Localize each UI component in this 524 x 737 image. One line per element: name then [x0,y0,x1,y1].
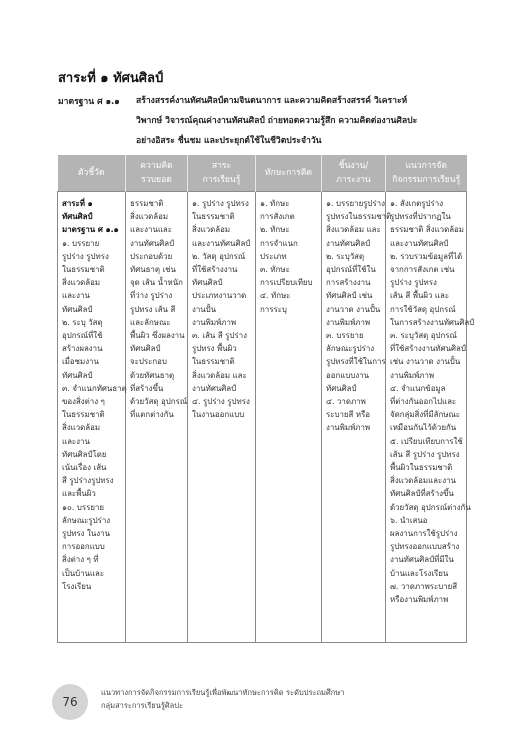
cell-line: เหมือนกันไว้ด้วยกัน [390,423,457,433]
cell-line: ด้วยทัศนธาตุ [130,370,175,380]
cell-line: งานพิมพ์ภาพ [390,370,435,380]
cell-line: รูปทรงที่ปรากฏใน [390,212,451,222]
cell-line: ๔. วาดภาพ [326,397,366,407]
cell-line: งานทัศนศิลป์ [130,238,175,248]
cell-line: ประเภท [260,251,287,261]
cell-line: ที่ใช้สร้างงาน [192,265,238,275]
standard-text-line: อย่างอิสระ ชื่นชม และประยุกต์ใช้ในชีวิตประจำวัน [136,136,322,146]
cell-line: ทัศนศิลป์ [192,278,223,288]
cell-line: ทัศนศิลป์โดย [62,449,107,459]
column-header [126,155,188,192]
cell-line: งานทัศนศิลป์ที่มีใน [390,555,454,565]
cell-line: อุปกรณ์ที่ใช้ [62,331,103,341]
cell-line: จากการสังเกต เช่น [390,265,455,275]
cell-line: ในธรรมชาติ [192,212,235,222]
cell-line: รูปร่าง รูปทรง [390,278,437,288]
cell-line: รูปทรง เส้น สี [130,304,176,314]
indicator-table [57,155,475,643]
cell-line: การจำแนก [260,238,298,248]
cell-line: ๖. นำเสนอ [390,515,428,525]
cell-line: ๔. ทักษะ [260,291,291,301]
table-row [58,192,467,643]
cell-line: ที่ต่างกันออกไปและ [390,397,457,407]
column-header-line: กิจกรรมการเรียนรู้ [392,175,461,185]
cell-line: สร้างผลงาน [62,344,103,354]
cell-line: งานทัศนศิลป์ [326,238,371,248]
cell-line: สิ่งต่าง ๆ ที่ [62,555,99,565]
cell-line: งานพิมพ์ภาพ [192,317,237,327]
cell-line: เป็นบ้านและ [62,568,105,578]
cell-line: บ้านและโรงเรียน [390,568,449,578]
cell-line: ๑. ทักษะ [260,199,290,208]
column-header-line: ตัวชี้วัด [77,168,105,178]
standard-text [136,91,474,151]
cell-line: ในธรรมชาติ [62,410,105,420]
table-cell [58,192,126,643]
table-cell [256,192,322,643]
column-header-line: ชิ้นงาน/ [338,161,369,171]
cell-line: ประเภทงานวาด [192,291,247,301]
cell-line: และพื้นผิว [62,489,96,499]
column-header-line: ภาระงาน [336,175,371,185]
cell-line: ที่แตกต่างกัน [130,410,174,420]
standard-label: มาตรฐาน ศ ๑.๑ [58,97,120,107]
footer-line: กลุ่มสาระการเรียนรู้ศิลปะ [101,701,183,710]
cell-line: รูปทรงออกแบบสร้าง [390,542,460,552]
cell-line: รูปร่าง รูปทรง [62,251,109,261]
cell-line: ในงานออกแบบ [192,410,245,420]
cell-line: ธรรมชาติ สิ่งแวดล้อม [390,225,464,235]
cell-line: ๕. เปรียบเทียบการใช้ [390,436,463,446]
cell-line: ๔. จำแนกข้อมูล [390,383,446,393]
column-header-line: แนวการจัด [405,161,447,171]
column-header-line: การเรียนรู้ [202,175,241,185]
cell-line: สิ่งแวดล้อม [62,278,101,288]
cell-line: ทัศนศิลป์ [326,383,357,393]
cell-line: การระบุ [260,304,287,314]
column-header-line: ทักษะการคิด [264,168,313,178]
cell-line: ๑. รูปร่าง รูปทรง [192,199,249,208]
cell-line: และงานและ [130,225,172,235]
standard-text-line: วิพากษ์ วิจารณ์คุณค่างานทัศนศิลป์ ถ่ายทอดความรู้สึก ความคิดต่องานศิลปะ [136,116,418,126]
cell-line: ลักษณะรูปร่าง [62,515,111,525]
table-cell [188,192,256,643]
cell-line: ๑๐. บรรยาย [62,502,105,512]
cell-line: สิ่งแวดล้อม [130,212,169,222]
cell-line: การใช้วัสดุ อุปกรณ์ [390,304,456,314]
cell-line: สาระที่ ๑ [62,199,93,208]
cell-line: โรงเรียน [62,581,92,591]
cell-line: ด้วยวัสดุ อุปกรณ์ [130,397,188,407]
footer [101,686,344,712]
cell-line: ทัศนศิลป์ [62,304,93,314]
cell-line: เน้นเรื่อง เส้น [62,463,107,473]
cell-line: เช่น งานวาด งานปั้น [390,357,461,367]
cell-line: จะประกอบ [130,357,167,367]
cell-line: เมื่อชมงาน [62,357,99,367]
cell-line: จุด เส้น น้ำหนัก [130,278,183,288]
column-header [256,155,322,192]
cell-line: รูปทรง ในงาน [62,529,110,539]
cell-line: ๒. ระบุวัสดุ [326,251,365,261]
column-header-line: รวบยอด [141,175,172,185]
cell-line: การเปรียบเทียบ [260,278,313,288]
cell-line: ๑. สังเกตรูปร่าง [390,199,444,208]
cell-line: พื้นผิวในธรรมชาติ [390,463,453,473]
cell-line: ๔. รูปร่าง รูปทรง [192,397,250,407]
cell-line: สิ่งแวดล้อม และ [326,225,381,235]
cell-line: ของสิ่งต่าง ๆ [62,397,105,407]
cell-line: ๒. ระบุ วัสดุ [62,317,103,327]
cell-line: การออกแบบ [62,542,105,552]
cell-line: ธรรมชาติ [130,199,164,208]
cell-line: ๓. เส้น สี รูปร่าง [192,331,247,341]
cell-line: ที่ใช้สร้างงานทัศนศิลป์ [390,344,466,354]
cell-line: ๓. บรรยาย [326,331,364,341]
cell-line: เส้น สี รูปร่าง รูปทรง [390,449,460,459]
column-header [386,155,467,192]
cell-line: ๒. รวบรวมข้อมูลที่ได้ [390,251,463,261]
table-cell [126,192,188,643]
cell-line: รูปทรงในธรรมชาติ [326,212,392,222]
cell-line: ทัศนศิลป์ [62,212,93,222]
cell-line: และงาน [62,291,90,301]
strand-title: สาระที่ ๑ ทัศนศิลป์ [58,71,164,86]
cell-line: ๑. บรรยาย [62,238,100,248]
cell-line: ในธรรมชาติ [192,357,235,367]
cell-line: ๗. วาดภาพระบายสี [390,581,458,591]
cell-line: และงานทัศนศิลป์ [390,238,449,248]
page-number: 76 [52,684,88,720]
cell-line: สิ่งแวดล้อม และ [192,370,247,380]
cell-line: หรืองานพิมพ์ภาพ [390,595,449,605]
cell-line: พื้นผิว ซึ่งผลงาน [130,331,185,341]
cell-line: ออกแบบงาน [326,370,370,380]
cell-line: ทัศนศิลป์ที่สร้างขึ้น [390,489,454,499]
cell-line: ทัศนศิลป์ [62,370,93,380]
column-header [322,155,386,192]
cell-line: ในธรรมชาติ [62,265,105,275]
cell-line: ทัศนธาตุ เช่น [130,265,176,275]
cell-line: และลักษณะ [130,317,171,327]
cell-line: ที่สร้างขึ้น [130,383,164,393]
cell-line: อุปกรณ์ที่ใช้ใน [326,265,376,275]
cell-line: การสร้างงาน [326,278,371,288]
cell-line: งานพิมพ์ภาพ [326,423,371,433]
cell-line: ที่ว่าง รูปร่าง [130,291,173,301]
cell-line: สี รูปร่างรูปทรง [62,476,114,486]
column-header-line: สาระ [211,161,232,171]
cell-line: งานปั้น [192,304,217,314]
cell-line: งานทัศนศิลป์ [192,383,237,393]
cell-line: ด้วยวัสดุ อุปกรณ์ต่างกัน [390,502,471,512]
cell-line: จัดกลุ่มสิ่งที่มีลักษณะ [390,410,461,420]
cell-line: ๑. บรรยายรูปร่าง [326,199,385,208]
cell-line: รูปทรงที่ใช้ในการ [326,357,386,367]
standard-text-line: สร้างสรรค์งานทัศนศิลป์ตามจินตนาการ และความคิดสร้างสรรค์ วิเคราะห์ [136,96,408,106]
column-header-line: ความคิด [140,161,173,171]
table-header-row [58,155,467,192]
cell-line: งานวาด งานปั้น [326,304,381,314]
cell-line: ๓. จำแนกทัศนธาตุ [62,383,127,393]
cell-line: การสังเกต [260,212,295,222]
column-header [58,155,126,192]
cell-line: เส้น สี พื้นผิว และ [390,291,450,301]
table-cell [386,192,475,643]
cell-line: และงาน [62,436,90,446]
cell-line: ๒. วัสดุ อุปกรณ์ [192,251,246,261]
cell-line: ๓. ระบุวัสดุ อุปกรณ์ [390,331,457,341]
cell-line: งานพิมพ์ภาพ [326,317,371,327]
cell-line: ๓. ทักษะ [260,265,290,275]
cell-line: ลักษณะรูปร่าง [326,344,375,354]
cell-line: และงานทัศนศิลป์ [192,238,251,248]
footer-line: แนวทางการจัดกิจกรรมการเรียนรู้เพื่อพัฒนาทักษะการคิด ระดับประถมศึกษา [101,688,345,697]
cell-line: ระบายสี หรือ [326,410,371,420]
cell-line: ทัศนศิลป์ เช่น [326,291,373,301]
cell-line: รูปทรง พื้นผิว [192,344,237,354]
cell-line: สิ่งแวดล้อม [62,423,101,433]
table-cell [322,192,392,643]
cell-line: มาตรฐาน ศ ๑.๑ [62,225,119,235]
cell-line: ในการสร้างงานทัศนศิลป์ [390,317,475,327]
cell-line: สิ่งแวดล้อมและงาน [390,476,456,486]
cell-line: สิ่งแวดล้อม [192,225,231,235]
cell-line: ทัศนศิลป์ [130,344,161,354]
column-header [188,155,256,192]
cell-line: ผลงานการใช้รูปร่าง [390,529,458,539]
cell-line: ประกอบด้วย [130,251,173,261]
cell-line: ๒. ทักษะ [260,225,290,235]
